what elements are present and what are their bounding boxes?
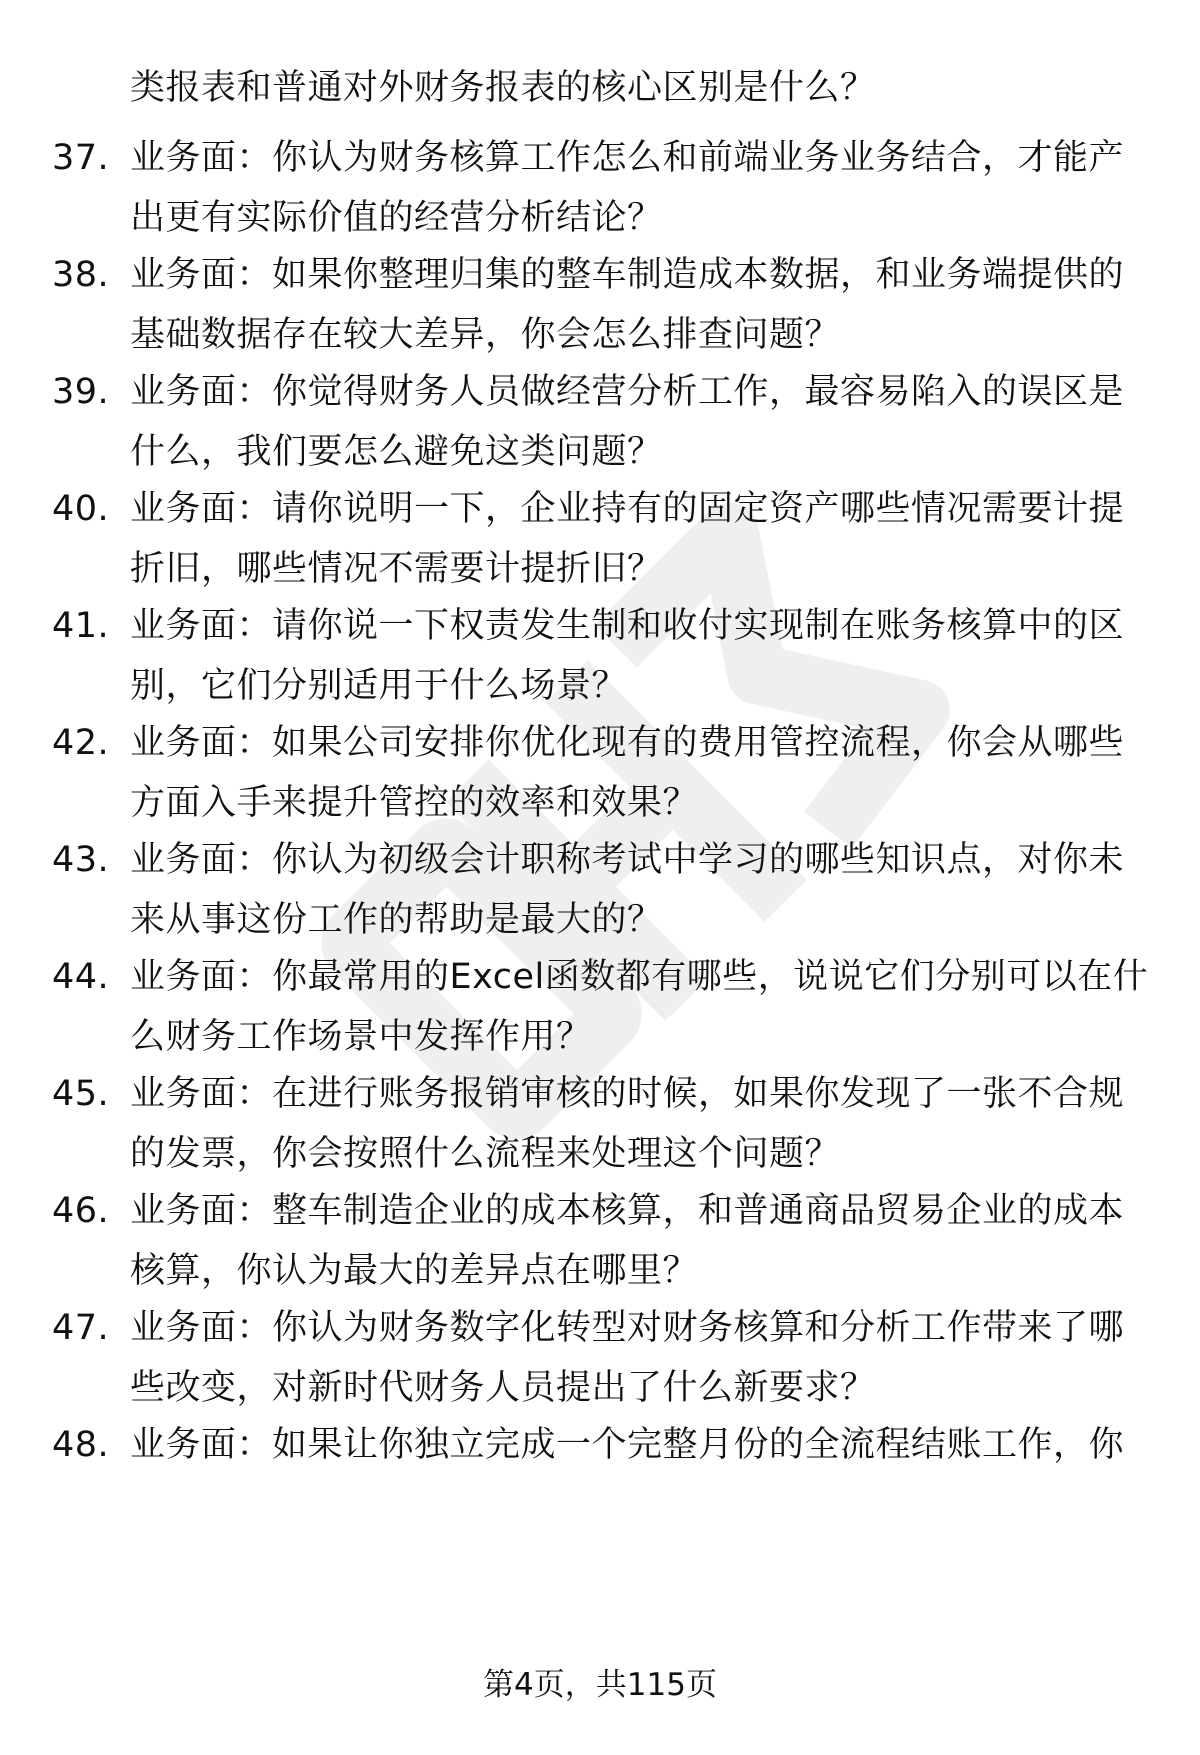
question-text xyxy=(130,1181,1160,1301)
question-text-line: 么财务工作场景中发挥作用？ xyxy=(130,1017,592,1057)
question-number: 48. xyxy=(52,1425,110,1465)
question-number: 41. xyxy=(52,606,110,646)
question-text xyxy=(130,245,1160,365)
question-text-line: 方面入手来提升管控的效率和效果？ xyxy=(130,783,699,823)
question-number: 43. xyxy=(52,840,110,880)
question-text xyxy=(130,362,1160,482)
question-number: 37. xyxy=(52,138,110,178)
question-number: 45. xyxy=(52,1074,110,1114)
question-text xyxy=(130,128,1160,248)
question-text xyxy=(130,713,1160,833)
question-text xyxy=(130,830,1160,950)
question-text xyxy=(130,479,1160,599)
question-text xyxy=(130,1415,1160,1475)
question-text-line: 业务面：整车制造企业的成本核算，和普通商品贸易企业的成本 xyxy=(130,1191,1125,1231)
question-text-line: 基础数据存在较大差异，你会怎么排查问题？ xyxy=(130,315,841,355)
question-text-line: 的发票，你会按照什么流程来处理这个问题？ xyxy=(130,1134,841,1174)
question-text-line: 些改变，对新时代财务人员提出了什么新要求？ xyxy=(130,1368,876,1408)
question-text-line: 业务面：如果你整理归集的整车制造成本数据，和业务端提供的 xyxy=(130,255,1125,295)
question-text-line: 业务面：在进行账务报销审核的时候，如果你发现了一张不合规 xyxy=(130,1074,1125,1114)
question-text xyxy=(130,596,1160,716)
question-text xyxy=(130,1064,1160,1184)
question-text xyxy=(130,947,1160,1067)
question-text-line: 核算，你认为最大的差异点在哪里？ xyxy=(130,1251,699,1291)
question-number: 38. xyxy=(52,255,110,295)
page-number-footer: 第4页，共115页 xyxy=(483,1667,717,1703)
question-text-line: 业务面：如果公司安排你优化现有的费用管控流程，你会从哪些 xyxy=(130,723,1125,763)
question-number: 42. xyxy=(52,723,110,763)
question-text-line: 业务面：如果让你独立完成一个完整月份的全流程结账工作，你 xyxy=(130,1425,1125,1465)
question-number: 46. xyxy=(52,1191,110,1231)
question-text-line: 什么，我们要怎么避免这类问题？ xyxy=(130,432,663,472)
question-text-line: 业务面：你最常用的Excel函数都有哪些，说说它们分别可以在什 xyxy=(130,957,1149,997)
question-text-line: 别，它们分别适用于什么场景？ xyxy=(130,666,628,706)
question-number: 39. xyxy=(52,372,110,412)
question-text-line: 来从事这份工作的帮助是最大的？ xyxy=(130,900,663,940)
question-text-line: 业务面：你认为初级会计职称考试中学习的哪些知识点，对你未 xyxy=(130,840,1125,880)
question-text xyxy=(130,1298,1160,1418)
question-number: 40. xyxy=(52,489,110,529)
question-number: 44. xyxy=(52,957,110,997)
question-text-line: 业务面：请你说明一下，企业持有的固定资产哪些情况需要计提 xyxy=(130,489,1125,529)
continuation-line: 类报表和普通对外财务报表的核心区别是什么？ xyxy=(130,68,876,108)
question-text-line: 业务面：你认为财务数字化转型对财务核算和分析工作带来了哪 xyxy=(130,1308,1125,1348)
question-text-line: 出更有实际价值的经营分析结论？ xyxy=(130,198,663,238)
question-text-line: 业务面：你认为财务核算工作怎么和前端业务业务结合，才能产 xyxy=(130,138,1125,178)
question-text-line: 业务面：你觉得财务人员做经营分析工作，最容易陷入的误区是 xyxy=(130,372,1125,412)
question-number: 47. xyxy=(52,1308,110,1348)
question-text-line: 业务面：请你说一下权责发生制和收付实现制在账务核算中的区 xyxy=(130,606,1125,646)
question-text-line: 折旧，哪些情况不需要计提折旧？ xyxy=(130,549,663,589)
